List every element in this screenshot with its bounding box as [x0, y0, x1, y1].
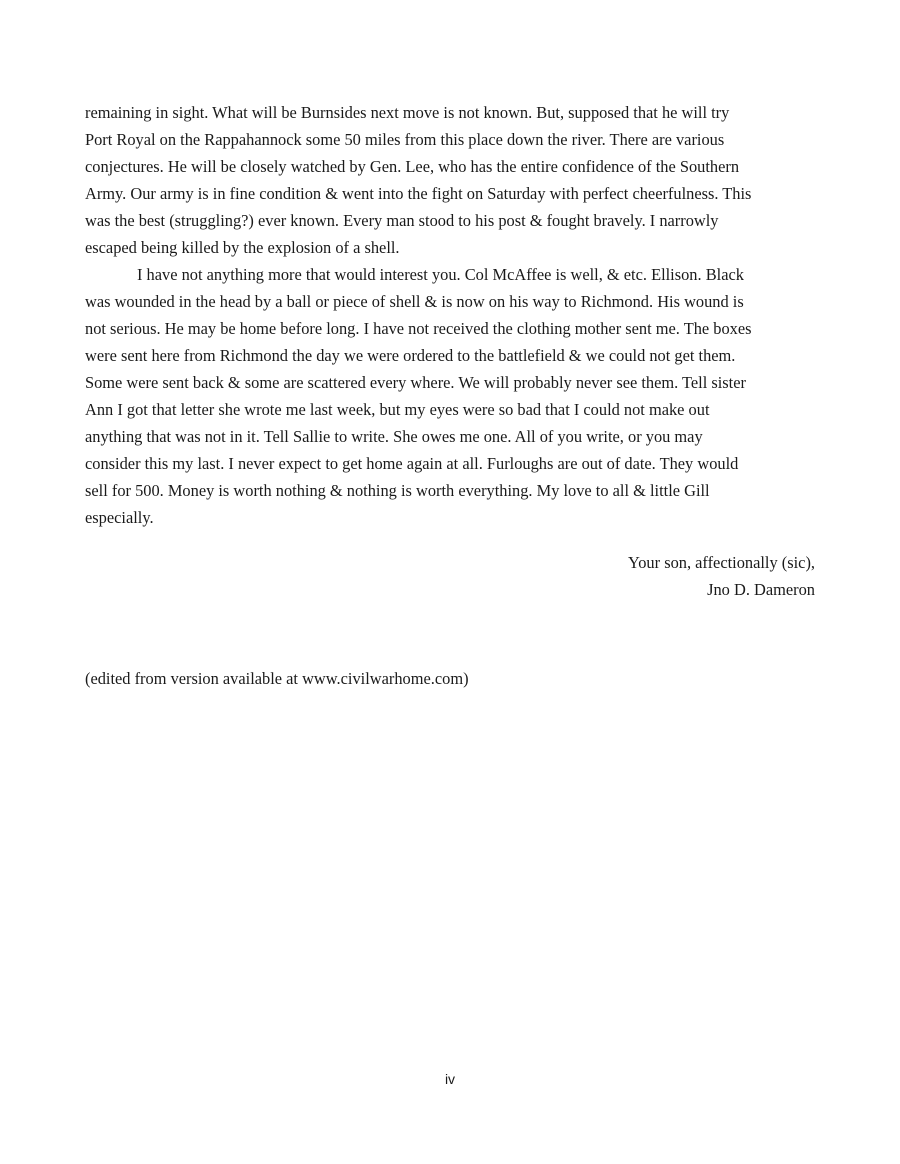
text-line: conjectures. He will be closely watched by Gen. Lee, who has the entire confidence of the Southern: [85, 157, 740, 176]
text-line: was the best (struggling?) ever known. Every man stood to his post & fought bravely. I narrowly: [85, 211, 719, 230]
signature-block: [628, 549, 815, 603]
text-line: Port Royal on the Rappahannock some 50 miles from this place down the river. There are various: [85, 130, 725, 149]
paragraph-1: [85, 99, 820, 261]
signature-closing: Your son, affectionally (sic),: [628, 553, 815, 572]
page-number: iv: [444, 1071, 456, 1087]
text-line: Ann I got that letter she wrote me last week, but my eyes were so bad that I could not make out: [85, 400, 710, 419]
text-line: was wounded in the head by a ball or piece of shell & is now on his way to Richmond. His wound is: [85, 292, 744, 311]
text-line: I have not anything more that would interest you. Col McAffee is well, & etc. Ellison. Black: [137, 265, 744, 284]
text-line: were sent here from Richmond the day we were ordered to the battlefield & we could not get them.: [85, 346, 736, 365]
text-line: not serious. He may be home before long. I have not received the clothing mother sent me. The boxes: [85, 319, 752, 338]
source-note: (edited from version available at www.civilwarhome.com): [85, 669, 469, 688]
text-line: Army. Our army is in fine condition & went into the fight on Saturday with perfect cheerfulness. This: [85, 184, 752, 203]
text-line: remaining in sight. What will be Burnsides next move is not known. But, supposed that he will try: [85, 103, 730, 122]
text-line: anything that was not in it. Tell Sallie to write. She owes me one. All of you write, or you may: [85, 427, 703, 446]
letter-body: [85, 99, 820, 531]
text-line: especially.: [85, 508, 154, 527]
text-line: sell for 500. Money is worth nothing & nothing is worth everything. My love to all & little Gill: [85, 481, 710, 500]
paragraph-2: [85, 261, 820, 531]
text-line: Some were sent back & some are scattered every where. We will probably never see them. Tell sister: [85, 373, 746, 392]
text-line: escaped being killed by the explosion of a shell.: [85, 238, 400, 257]
signature-name: Jno D. Dameron: [707, 580, 815, 599]
text-line: consider this my last. I never expect to get home again at all. Furloughs are out of date. They would: [85, 454, 739, 473]
